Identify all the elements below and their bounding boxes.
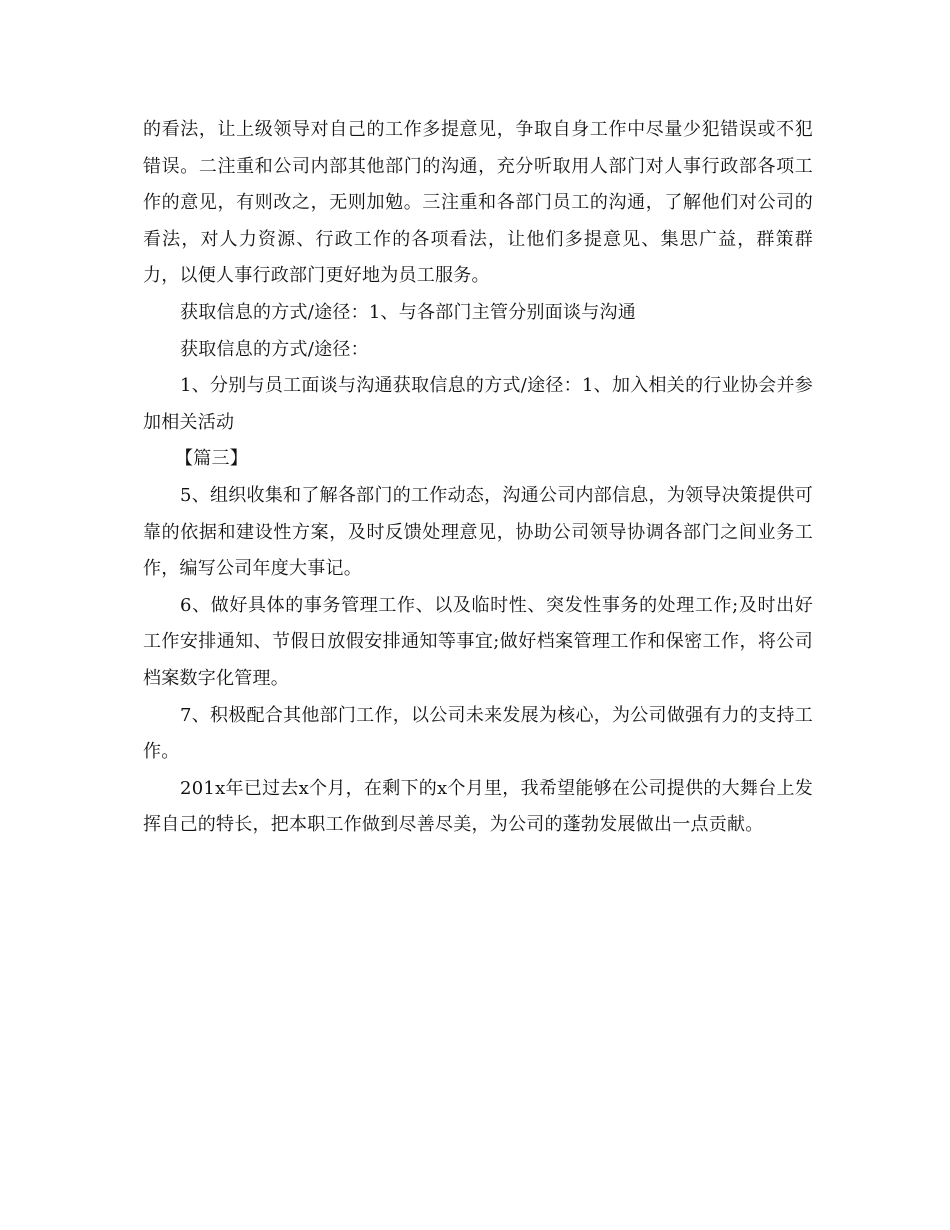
paragraph-info-source-2: 获取信息的方式/途径：: [180, 338, 369, 360]
paragraph-item-5: 5、组织收集和了解各部门的工作动态，沟通公司内部信息，为领导决策提供可靠的依据和建设性方案，及时反馈处理意见，协助公司领导协调各部门之间业务工作，编写公司年度大事记。: [143, 484, 813, 580]
section-heading: 【篇三】: [175, 448, 248, 470]
paragraph-info-source-1: 获取信息的方式/途径：1、与各部门主管分别面谈与沟通: [180, 301, 637, 323]
paragraph-communication: 的看法，让上级领导对自己的工作多提意见，争取自身工作中尽量少犯错误或不犯错误。二注重和公司内部其他部门的沟通，充分听取用人部门对人事行政部各项工作的意见，有则改之，无则加勉。三注重和各部门员工的沟通，了解他们对公司的看法，对人力资源、行政工作的各项看法，让他们多提意见、集思广益，群策群力，以便人事行政部门更好地为员工服务。: [143, 119, 813, 287]
paragraph-item-6: 6、做好具体的事务管理工作、以及临时性、突发性事务的处理工作;及时出好工作安排通知、节假日放假安排通知等事宜;做好档案管理工作和保密工作，将公司档案数字化管理。: [143, 594, 813, 689]
document-body: [143, 112, 813, 844]
paragraph-closing: 201x年已过去x个月，在剩下的x个月里，我希望能够在公司提供的大舞台上发挥自己的特长，把本职工作做到尽善尽美，为公司的蓬勃发展做出一点贡献。: [143, 777, 813, 836]
paragraph-info-source-3: 1、分别与员工面谈与沟通获取信息的方式/途径：1、加入相关的行业协会并参加相关活动: [143, 375, 813, 433]
paragraph-item-7: 7、积极配合其他部门工作，以公司未来发展为核心，为公司做强有力的支持工作。: [143, 704, 813, 763]
